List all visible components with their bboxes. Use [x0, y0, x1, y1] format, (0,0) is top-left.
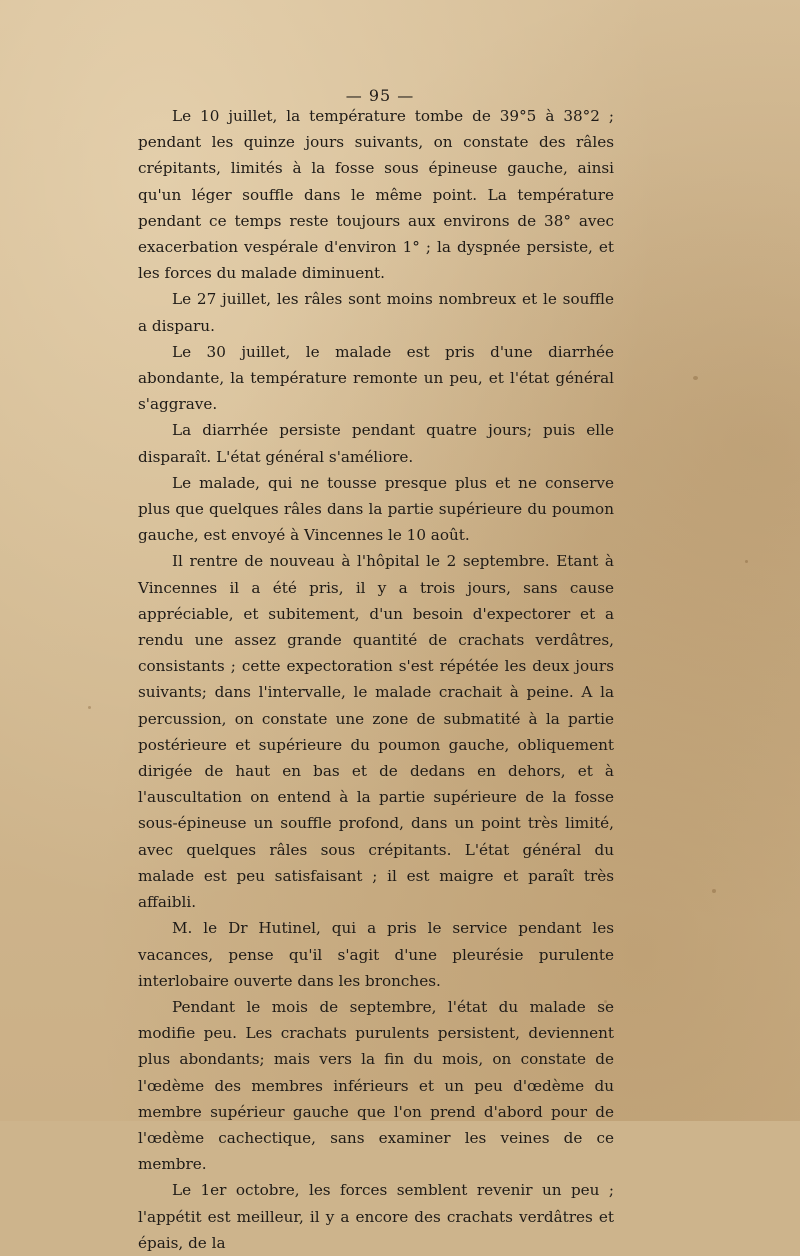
paragraph: La diarrhée persiste pendant quatre jours; puis elle disparaît. L'état général s'améliore.: [138, 421, 614, 466]
body-text: [138, 103, 614, 1256]
paragraph: Il rentre de nouveau à l'hôpital le 2 septembre. Etant à Vincennes il a été pris, il y a trois jours, sans cause appréciable, et subitement, d'un besoin d'expectorer et a rendu une assez grande quantité de crachats verdâtres, consistants ; cette expectoration s'est répétée les deux jours suivants; dans l'intervalle, le malade crachait à peine. A la percussion, on constate une zone de submatité à la partie postérieure et supérieure du poumon gauche, obliquement dirigée de haut en bas et de dedans en dehors, et à l'auscultation on entend à la partie supérieure de la fosse sous-épineuse un souffle profond, dans un point très limité, avec quelques râles sous crépitants. L'état général du malade est peu satisfaisant ; il est maigre et paraît très affaibli.: [138, 552, 614, 912]
foxing-spot: [712, 889, 716, 893]
paragraph: Le malade, qui ne tousse presque plus et ne conserve plus que quelques râles dans la partie supérieure du poumon gauche, est envoyé à Vincennes le 10 août.: [138, 473, 614, 545]
paragraph: Le 30 juillet, le malade est pris d'une diarrhée abondante, la température remonte un peu, et l'état général s'aggrave.: [138, 342, 614, 414]
foxing-spot: [693, 376, 698, 380]
foxing-spot: [88, 706, 91, 709]
paragraph: Pendant le mois de septembre, l'état du malade se modifie peu. Les crachats purulents persistent, deviennent plus abondants; mais vers la fin du mois, on constate de l'œdème des membres inférieurs et un peu d'œdème du membre supérieur gauche que l'on prend d'abord pour de l'œdème cachectique, sans examiner les veines de ce membre.: [138, 997, 614, 1174]
paragraph: Le 10 juillet, la température tombe de 39°5 à 38°2 ; pendant les quinze jours suivants, on constate des râles crépitants, limités à la fosse sous épineuse gauche, ainsi qu'un léger souffle dans le même point. La température pendant ce temps reste toujours aux environs de 38° avec exacerbation vespérale d'environ 1° ; la dyspnée persiste, et les forces du malade diminuent.: [138, 107, 614, 283]
foxing-spot: [745, 560, 748, 563]
paragraph: Le 1er octobre, les forces semblent revenir un peu ; l'appétit est meilleur, il y a encore des crachats verdâtres et épais, de la: [138, 1181, 614, 1252]
paragraph: M. le Dr Hutinel, qui a pris le service pendant les vacances, pense qu'il s'agit d'une pleurésie purulente interlobaire ouverte dans les bronches.: [138, 919, 614, 990]
paragraph: Le 27 juillet, les râles sont moins nombreux et le souffle a disparu.: [138, 290, 614, 335]
page-number: — 95 —: [345, 86, 415, 105]
